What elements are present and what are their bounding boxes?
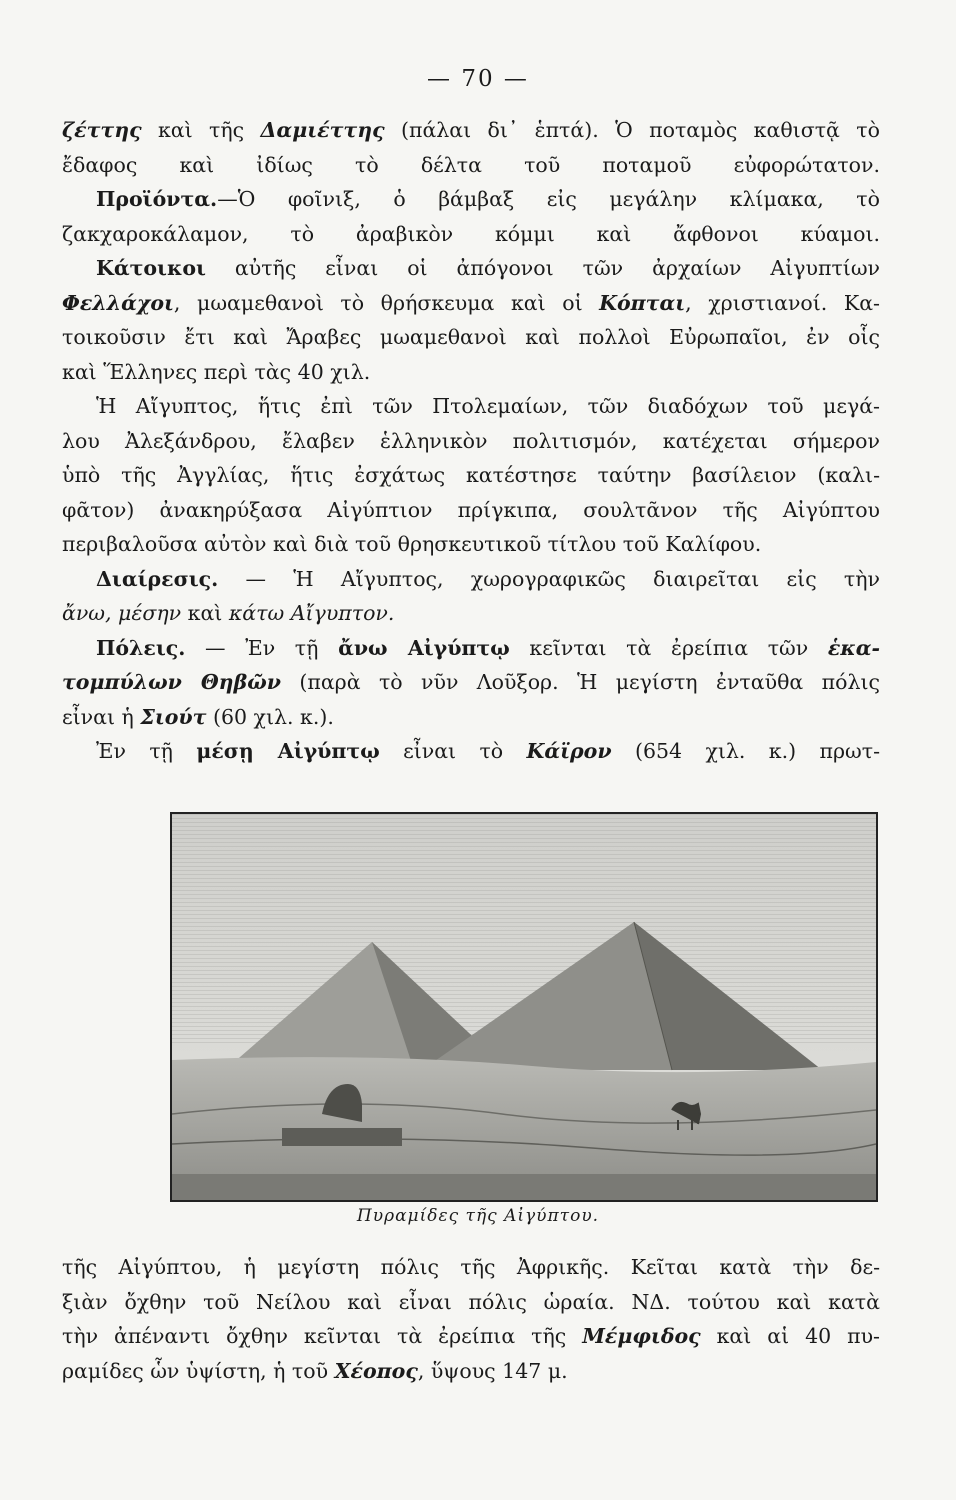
text-segment: ξιὰν ὄχθην τοῦ Νείλου καὶ εἶναι πόλις ὡραία. ΝΔ. τούτου καὶ κατὰ (62, 1289, 880, 1314)
text-segment: περιβαλοῦσα αὐτὸν καὶ διὰ τοῦ θρησκευτικοῦ τίτλου τοῦ Καλίφου. (62, 532, 762, 556)
text-line (62, 665, 880, 700)
text-line (62, 493, 880, 528)
text-segment: Πόλεις. (96, 635, 186, 660)
text-segment: ζακχαροκάλαμον, τὸ ἀραβικὸν κόμμι καὶ ἄφθονοι κύαμοι. (62, 221, 880, 246)
page-number: — 70 — (427, 66, 529, 92)
text-segment: καὶ Ἕλληνες περὶ τὰς 40 χιλ. (62, 359, 371, 384)
text-line (62, 596, 880, 631)
text-line (62, 355, 880, 390)
text-segment: ἄνω Αἰγύπτῳ (338, 635, 510, 660)
text-segment: — Ἡ Αἴγυπτος, χωρογραφικῶς διαιρεῖται εἰς τὴν (218, 566, 880, 591)
text-segment: ραμίδες ὧν ὑψίστη, ἡ τοῦ (62, 1358, 335, 1383)
text-segment: Χέοπος (334, 1358, 418, 1383)
text-segment: φᾶτον) ἀνακηρύξασα Αἰγύπτιον πρίγκιπα, σουλτᾶνον τῆς Αἰγύπτου (62, 497, 880, 522)
text-segment: τῆς Αἰγύπτου, ἡ μεγίστη πόλις τῆς Ἀφρικῆς. Κεῖται κατὰ τὴν δε- (62, 1255, 880, 1279)
figure-caption: Πυραμίδες τῆς Αἰγύπτου. (356, 1206, 600, 1226)
text-line (62, 458, 880, 493)
text-segment: Προϊόντα. (96, 187, 218, 211)
text-segment: εἶναι ἡ (62, 704, 141, 729)
text-segment: εἶναι τὸ (379, 739, 527, 763)
text-segment: ἄνω, μέσην (62, 601, 182, 625)
text-segment: λου Ἀλεξάνδρου, ἔλαβεν ἑλληνικὸν πολιτισμόν, κατέχεται σήμερον (62, 428, 880, 453)
text-segment: κάτω Αἴγυπτον. (228, 601, 395, 625)
text-segment: Διαίρεσις. (96, 566, 219, 591)
text-line (62, 562, 880, 597)
text-segment: , χριστιανοί. Κα- (685, 290, 880, 315)
text-segment: ὑπὸ τῆς Ἀγγλίας, ἥτις ἐσχάτως κατέστησε ταύτην βασίλειον (καλι- (62, 463, 880, 487)
text-segment: καὶ αἱ 40 πυ- (700, 1324, 880, 1348)
text-line (62, 182, 880, 217)
text-segment: καὶ τῆς (141, 118, 261, 142)
text-line (62, 320, 880, 355)
text-segment: , μωαμεθανοὶ τὸ θρήσκευμα καὶ οἱ (173, 290, 600, 315)
text-segment: κεῖνται τὰ ἐρείπια τῶν (509, 635, 828, 660)
text-line (62, 700, 880, 735)
text-line (62, 113, 880, 148)
text-line (62, 251, 880, 286)
text-segment: (654 χιλ. κ.) πρωτ- (611, 739, 880, 763)
text-line (62, 389, 880, 424)
text-segment: Σιούτ (140, 704, 207, 729)
text-line (62, 1354, 880, 1389)
text-segment: ἑκα- (827, 635, 880, 660)
text-segment: ἔδαφος καὶ ἰδίως τὸ δέλτα τοῦ ποταμοῦ εὐφορώτατον. (62, 152, 880, 177)
text-segment: τομπύλων Θηβῶν (62, 670, 281, 694)
text-segment: μέσῃ Αἰγύπτῳ (196, 739, 380, 763)
text-line (62, 424, 880, 459)
text-line (62, 1250, 880, 1285)
text-line (62, 1285, 880, 1320)
body-text-top (62, 113, 880, 769)
text-line (62, 286, 880, 321)
text-segment: Κόπται (599, 290, 686, 315)
text-line (62, 148, 880, 183)
text-segment: τὴν ἀπέναντι ὄχθην κεῖνται τὰ ἐρείπια τῆς (62, 1324, 583, 1348)
body-text-bottom (62, 1250, 880, 1388)
text-line (62, 734, 880, 769)
text-segment: Δαμιέττης (260, 118, 385, 142)
text-segment: , ὕψους 147 μ. (417, 1358, 568, 1383)
text-line (62, 527, 880, 562)
text-line (62, 217, 880, 252)
text-line (62, 1319, 880, 1354)
text-segment: αὐτῆς εἶναι οἱ ἀπόγονοι τῶν ἀρχαίων Αἰγυπτίων (205, 256, 880, 280)
text-segment: ζέττης (62, 118, 142, 142)
text-segment: — Ἐν τῇ (185, 635, 339, 660)
text-segment: Μέμφιδος (582, 1324, 701, 1348)
text-segment: τοικοῦσιν ἔτι καὶ Ἄραβες μωαμεθανοὶ καὶ πολλοὶ Εὐρωπαῖοι, ἐν οἷς (62, 325, 880, 349)
text-segment: (πάλαι δι᾽ ἑπτά). Ὁ ποταμὸς καθιστᾷ τὸ (384, 118, 880, 142)
text-segment: (παρὰ τὸ νῦν Λοῦξορ. Ἡ μεγίστη ἐνταῦθα πόλις (280, 670, 880, 694)
text-segment: καὶ (181, 601, 229, 625)
text-segment: Ἡ Αἴγυπτος, ἥτις ἐπὶ τῶν Πτολεμαίων, τῶν διαδόχων τοῦ μεγά- (96, 394, 880, 418)
text-segment: Ἐν τῇ (96, 739, 197, 763)
text-segment: Κάϊρον (526, 739, 612, 763)
text-segment: —Ὁ φοῖνιξ, ὁ βάμβαξ εἰς μεγάλην κλίμακα, τὸ (217, 187, 880, 211)
text-segment: Κάτοικοι (96, 256, 206, 280)
pyramids-illustration (170, 812, 878, 1202)
text-segment: Φελλάχοι (62, 290, 174, 315)
pyramids-engraving (172, 814, 876, 1200)
text-segment: (60 χιλ. κ.). (206, 704, 334, 729)
text-line (62, 631, 880, 666)
